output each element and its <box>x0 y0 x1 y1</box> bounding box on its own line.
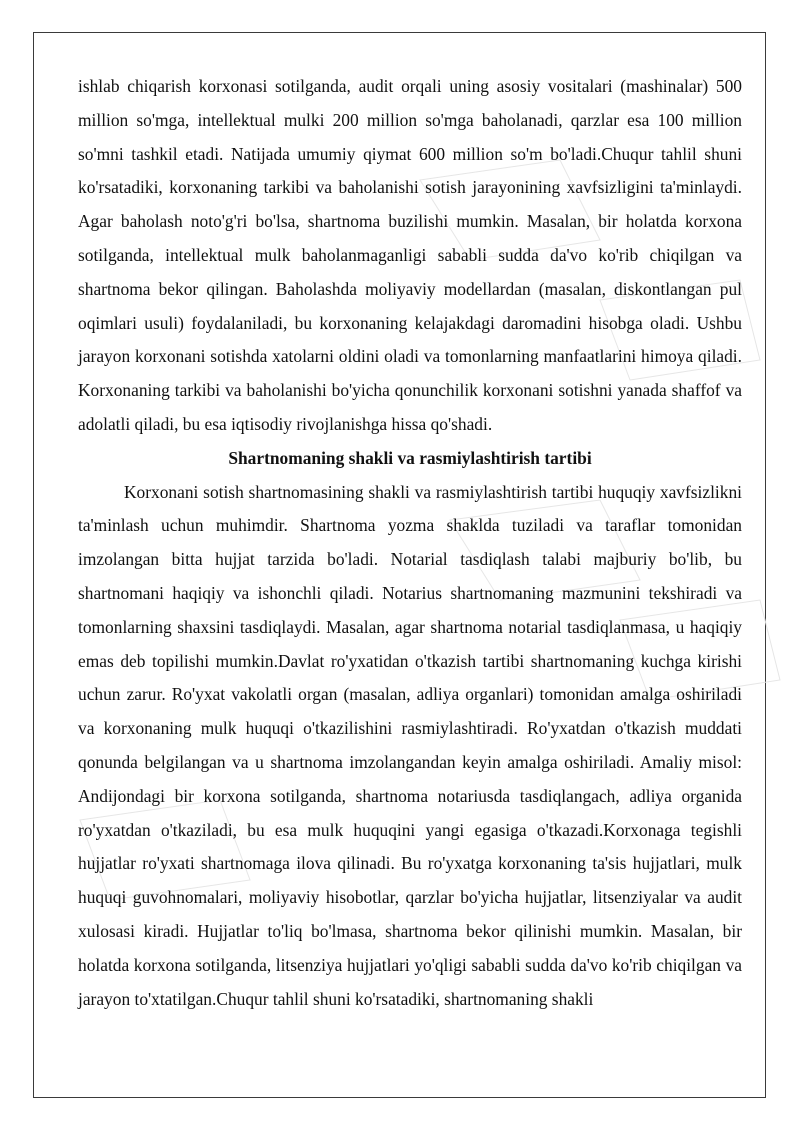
document-body <box>78 70 742 1016</box>
body-paragraph: ishlab chiqarish korxonasi sotilganda, audit orqali uning asosiy vositalari (mashinalar) 500 million so'mga, intellektual mulki 200 million so'mga baholanadi, qarzlar esa 100 million so'mni tashkil etadi. Natijada umumiy qiymat 600 million so'm bo'ladi.Chuqur tahlil shuni ko'rsatadiki, korxonaning tarkibi va baholanishi sotish jarayonining xavfsizligini ta'minlaydi. Agar baholash noto'g'ri bo'lsa, shartnoma buzilishi mumkin. Masalan, bir holatda korxona sotilganda, intellektual mulk baholanmaganligi sababli sudda da'vo ko'rib chiqilgan va shartnoma bekor qilingan. Baholashda moliyaviy modellardan (masalan, diskontlangan pul oqimlari usuli) foydalaniladi, bu korxonaning kelajakdagi daromadini hisobga oladi. Ushbu jarayon korxonani sotishda xatolarni oldini oladi va tomonlarning manfaatlarini himoya qiladi. Korxonaning tarkibi va baholanishi bo'yicha qonunchilik korxonani sotishni yanada shaffof va adolatli qiladi, bu esa iqtisodiy rivojlanishga hissa qo'shadi. <box>78 76 742 434</box>
section-heading: Shartnomaning shakli va rasmiylashtirish tartibi <box>228 447 592 468</box>
body-paragraph: Korxonani sotish shartnomasining shakli va rasmiylashtirish tartibi huquqiy xavfsizlikni ta'minlash uchun muhimdir. Shartnoma yozma shaklda tuziladi va taraflar tomonidan imzolangan bitta hujjat tarzida bo'ladi. Notarial tasdiqlash talabi majburiy bo'lib, bu shartnomani haqiqiy va ishonchli qiladi. Notarius shartnomaning mazmunini tekshiradi va tomonlarning shaxsini tasdiqlaydi. Masalan, agar shartnoma notarial tasdiqlanmasa, u haqiqiy emas deb topilishi mumkin.Davlat ro'yxatidan o'tkazish tartibi shartnomaning kuchga kirishi uchun zarur. Ro'yxat vakolatli organ (masalan, adliya organlari) tomonidan amalga oshiriladi va korxonaning mulk huquqi o'tkazilishini rasmiylashtiradi. Ro'yxatdan o'tkazish muddati qonunda belgilangan va u shartnoma imzolangandan keyin amalga oshiriladi. Amaliy misol: Andijondagi bir korxona sotilganda, shartnoma notariusda tasdiqlangach, adliya organida ro'yxatdan o'tkaziladi, bu esa mulk huquqini yangi egasiga o'tkazadi.Korxonaga tegishli hujjatlar ro'yxati shartnomaga ilova qilinadi. Bu ro'yxatga korxonaning ta'sis hujjatlari, mulk huquqi guvohnomalari, moliyaviy hisobotlar, qarzlar bo'yicha hujjatlar, litsenziyalar va audit xulosasi kiradi. Hujjatlar to'liq bo'lmasa, shartnoma bekor qilinishi mumkin. Masalan, bir holatda korxona sotilganda, litsenziya hujjatlari yo'qligi sababli sudda da'vo ko'rib chiqilgan va jarayon to'xtatilgan.Chuqur tahlil shuni ko'rsatadiki, shartnomaning shakli <box>78 481 742 1009</box>
